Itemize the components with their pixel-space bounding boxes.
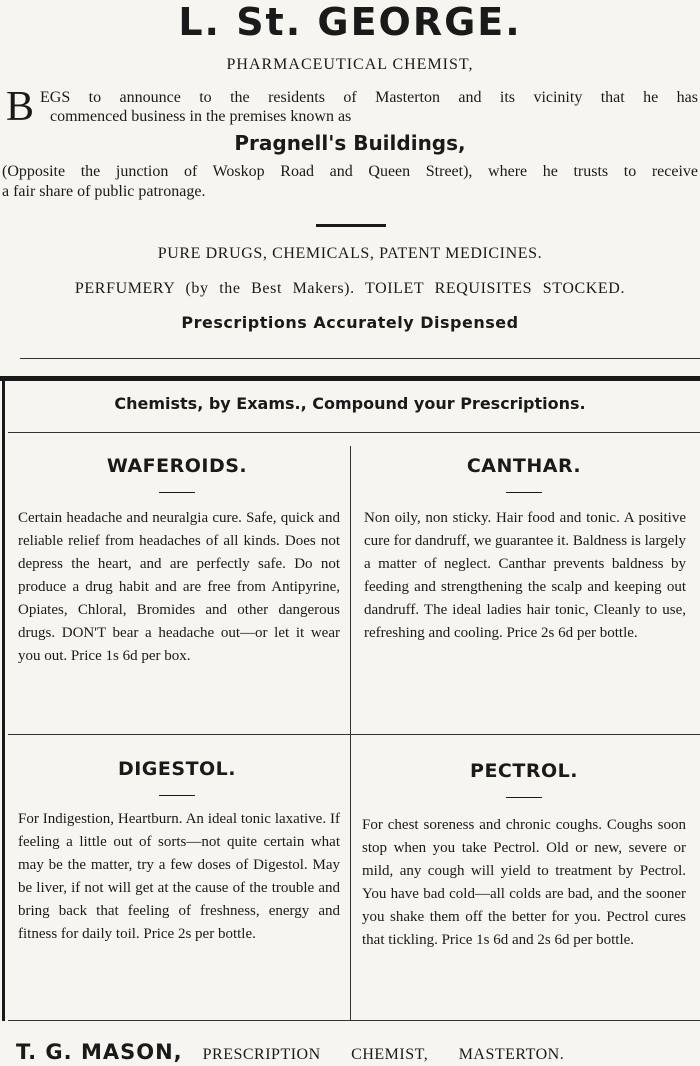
footer	[16, 1040, 700, 1064]
advertiser-name: L. St. GEORGE.	[178, 0, 522, 44]
product-rule	[506, 492, 542, 493]
product-text-digestol: For Indigestion, Heartburn. An ideal tonic laxative. If feeling a little out of sorts—not quite certain what may be the matter, try a few doses of Digestol. May be liver, if not will get at the cause of the trouble and bring back that feeling of freshness, energy and fitness for daily toil. Price 2s per bottle.	[18, 811, 340, 942]
chemists-banner: Chemists, by Exams., Compound your Prescriptions.	[114, 394, 586, 413]
building-name: Pragnell's Buildings,	[234, 131, 466, 155]
product-rule	[159, 795, 195, 796]
short-divider	[316, 224, 386, 227]
footer-name: T. G. MASON,	[16, 1040, 183, 1064]
product-rule	[159, 492, 195, 493]
product-rule	[506, 797, 542, 798]
announcement	[2, 84, 698, 130]
banner-divider	[8, 432, 700, 433]
announcement-line-2: commenced business in the premises known as	[50, 108, 352, 125]
location-line-2: a fair share of public patronage.	[2, 183, 206, 200]
product-title-pectrol: PECTROL.	[470, 760, 578, 782]
drop-cap: B	[6, 84, 35, 130]
product-title-canthar: CANTHAR.	[466, 455, 582, 477]
thin-divider	[20, 358, 700, 359]
row-divider	[8, 734, 700, 735]
product-title-digestol: DIGESTOL.	[117, 758, 237, 780]
stock-line-2: PERFUMERY (by the Best Makers). TOILET REQUISITES STOCKED.	[74, 280, 626, 297]
announcement-line-1: EGS to announce to the residents of Masterton and its vicinity that he has	[40, 89, 698, 106]
column-divider	[350, 446, 351, 1020]
location-line-1: (Opposite the junction of Woskop Road and Queen Street), where he trusts to receive	[2, 163, 698, 180]
product-title-waferoids: WAFEROIDS.	[106, 455, 248, 477]
product-text-pectrol: For chest soreness and chronic coughs. Coughs soon stop when you take Pectrol. Old or new, severe or mild, any cough will yield to treatment by Pectrol. You have bad cold—all colds are bad, and the sooner you shake them off the better for you. Pectrol cures that tickling. Price 1s 6d and 2s 6d per bottle.	[362, 817, 686, 948]
footer-title: PRESCRIPTION CHEMIST, MASTERTON.	[202, 1046, 565, 1063]
product-text-waferoids: Certain headache and neuralgia cure. Safe, quick and reliable relief from headaches of all kinds. Does not depress the heart, and are perfectly safe. Do not produce a drug habit and are free from Antipyrine, Opiates, Chloral, Bromides and other dangerous drugs. DON'T bear a headache out—or let it wear you out. Price 1s 6d per box.	[18, 510, 340, 664]
bottom-divider	[8, 1020, 700, 1021]
prescriptions-tagline: Prescriptions Accurately Dispensed	[181, 313, 519, 332]
location-text	[2, 162, 698, 202]
product-text-canthar: Non oily, non sticky. Hair food and tonic. A positive cure for dandruff, we guarantee it. Baldness is largely a matter of neglect. Canthar prevents baldness by feeding and strengthening the scalp and keeping out dandruff. The ideal ladies hair tonic, Cleanly to use, refreshing and cooling. Price 2s 6d per bottle.	[364, 510, 686, 641]
advertiser-profession: PHARMACEUTICAL CHEMIST,	[226, 56, 474, 73]
stock-line-1: PURE DRUGS, CHEMICALS, PATENT MEDICINES.	[157, 245, 543, 262]
